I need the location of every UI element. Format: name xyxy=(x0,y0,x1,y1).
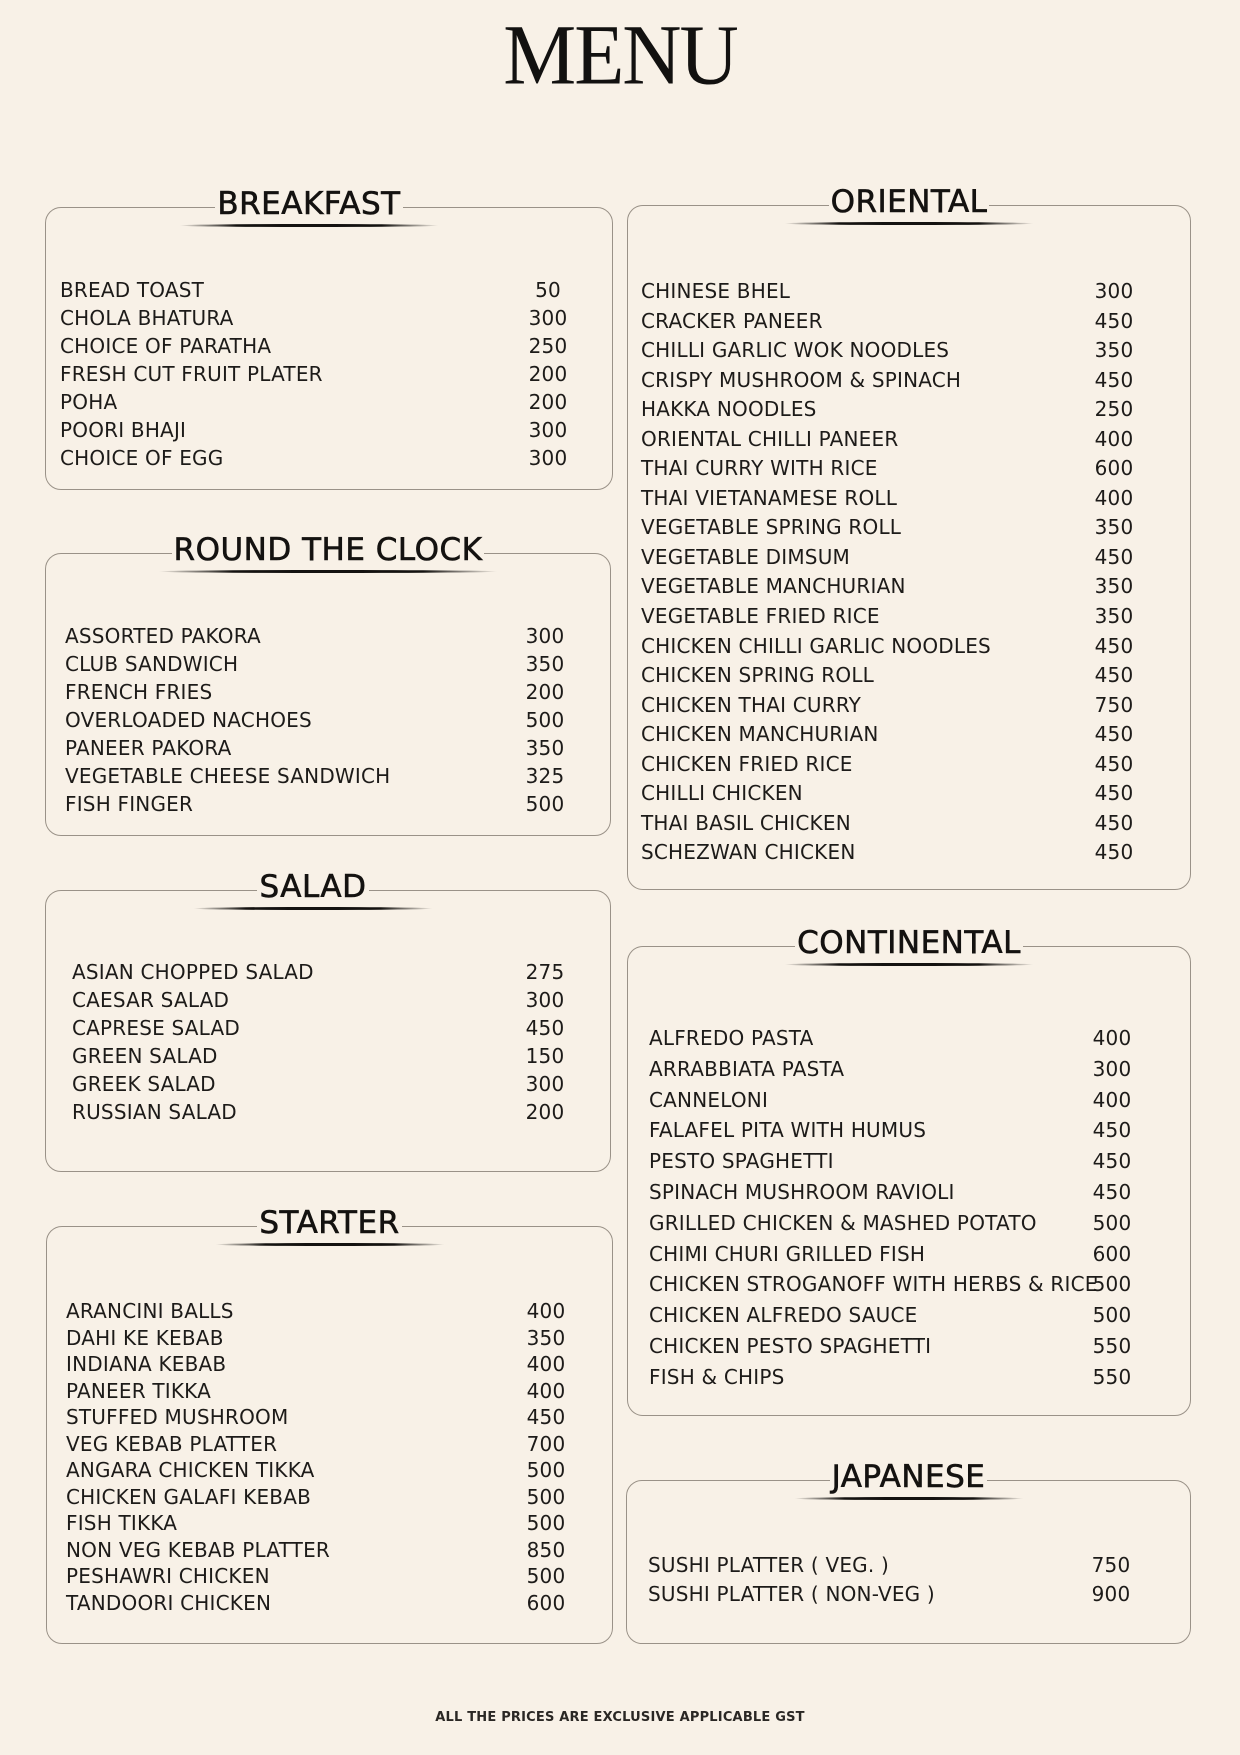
item-name: PESTO SPAGHETTI xyxy=(649,1149,834,1174)
section-salad xyxy=(45,869,611,1172)
item-name: SUSHI PLATTER ( NON-VEG ) xyxy=(648,1582,935,1606)
item-price: 900 xyxy=(1091,1582,1131,1606)
menu-item xyxy=(628,366,1190,396)
item-price: 300 xyxy=(525,988,565,1012)
item-price: 550 xyxy=(1092,1333,1132,1358)
item-name: CAESAR SALAD xyxy=(72,988,230,1012)
item-name: TANDOORI CHICKEN xyxy=(66,1590,272,1615)
menu-item xyxy=(628,1331,1190,1362)
item-name: THAI CURRY WITH RICE xyxy=(641,456,878,481)
menu-item xyxy=(47,1325,612,1352)
menu-item xyxy=(46,276,612,304)
menu-item xyxy=(46,416,612,444)
item-price: 600 xyxy=(1094,456,1134,481)
section-heading: ORIENTAL xyxy=(830,184,988,220)
item-price: 450 xyxy=(1094,663,1134,688)
menu-item xyxy=(47,1298,612,1325)
section-round-the-clock xyxy=(45,532,611,836)
item-name: FISH FINGER xyxy=(65,792,194,816)
menu-item xyxy=(46,1042,610,1070)
item-price: 450 xyxy=(1094,308,1134,333)
item-name: CHICKEN GALAFI KEBAB xyxy=(66,1484,312,1509)
menu-item xyxy=(628,454,1190,484)
menu-item xyxy=(46,790,610,818)
item-name: HAKKA NOODLES xyxy=(641,397,817,422)
item-list xyxy=(46,276,612,472)
menu-item xyxy=(47,1510,612,1537)
item-name: NON VEG KEBAB PLATTER xyxy=(66,1537,331,1562)
item-name: SPINACH MUSHROOM RAVIOLI xyxy=(649,1179,955,1204)
item-name: CHICKEN THAI CURRY xyxy=(641,692,862,717)
menu-item xyxy=(628,691,1190,721)
item-price: 450 xyxy=(1094,810,1134,835)
item-name: ARRABBIATA PASTA xyxy=(649,1056,845,1081)
item-name: CHICKEN ALFREDO SAUCE xyxy=(649,1303,918,1328)
item-name: CHICKEN CHILLI GARLIC NOODLES xyxy=(641,633,991,658)
item-price: 350 xyxy=(1094,574,1134,599)
menu-item xyxy=(46,622,610,650)
item-price: 350 xyxy=(525,652,565,676)
item-name: CHICKEN PESTO SPAGHETTI xyxy=(649,1333,932,1358)
item-name: CHOICE OF PARATHA xyxy=(60,334,272,358)
section-heading: BREAKFAST xyxy=(217,186,401,222)
item-name: CHOLA BHATURA xyxy=(60,306,234,330)
item-price: 300 xyxy=(528,418,568,442)
item-name: STUFFED MUSHROOM xyxy=(66,1405,289,1429)
menu-item xyxy=(46,1070,610,1098)
item-name: CHIMI CHURI GRILLED FISH xyxy=(649,1241,926,1266)
item-price: 400 xyxy=(526,1378,566,1403)
item-price: 450 xyxy=(526,1405,566,1429)
item-name: CHICKEN MANCHURIAN xyxy=(641,722,879,747)
menu-item xyxy=(628,336,1190,366)
item-price: 50 xyxy=(535,278,561,302)
menu-item xyxy=(628,513,1190,543)
item-price: 450 xyxy=(1094,367,1134,392)
item-name: CHILLI CHICKEN xyxy=(641,781,803,806)
heading-flourish xyxy=(179,224,439,227)
item-price: 400 xyxy=(1092,1026,1132,1050)
item-price: 300 xyxy=(528,446,568,470)
menu-title: MENU xyxy=(503,6,737,103)
menu-item xyxy=(46,650,610,678)
item-name: VEGETABLE SPRING ROLL xyxy=(641,515,902,540)
item-price: 350 xyxy=(526,1325,566,1350)
heading-flourish xyxy=(784,963,1034,966)
menu-item xyxy=(628,1085,1190,1116)
item-price: 500 xyxy=(526,1458,566,1482)
item-price: 350 xyxy=(525,736,565,760)
item-price: 450 xyxy=(1094,722,1134,747)
menu-item xyxy=(46,444,612,472)
item-name: GREEN SALAD xyxy=(72,1044,218,1068)
item-price: 300 xyxy=(525,624,565,648)
item-price: 150 xyxy=(525,1044,565,1068)
menu-item xyxy=(47,1404,612,1431)
item-name: DAHI KE KEBAB xyxy=(66,1325,224,1350)
item-price: 750 xyxy=(1091,1553,1131,1577)
item-price: 600 xyxy=(1092,1241,1132,1266)
item-name: POHA xyxy=(60,390,118,414)
item-price: 200 xyxy=(528,362,568,386)
item-list xyxy=(627,1551,1190,1609)
item-price: 325 xyxy=(525,764,565,788)
item-list xyxy=(46,958,610,1126)
menu-item xyxy=(46,986,610,1014)
item-price: 500 xyxy=(525,708,565,732)
menu-item xyxy=(628,1239,1190,1270)
section-starter xyxy=(46,1205,613,1644)
item-price: 500 xyxy=(1092,1272,1132,1297)
item-price: 250 xyxy=(1094,397,1134,422)
menu-item xyxy=(628,720,1190,750)
menu-item xyxy=(628,572,1190,602)
item-name: THAI VIETANAMESE ROLL xyxy=(641,485,898,510)
item-price: 300 xyxy=(528,306,568,330)
item-name: RUSSIAN SALAD xyxy=(72,1100,237,1124)
item-name: OVERLOADED NACHOES xyxy=(65,708,312,732)
item-price: 300 xyxy=(1092,1056,1132,1081)
item-name: CLUB SANDWICH xyxy=(65,652,239,676)
menu-item xyxy=(628,1300,1190,1331)
menu-item xyxy=(628,750,1190,780)
item-price: 450 xyxy=(1094,633,1134,658)
item-price: 500 xyxy=(1092,1303,1132,1328)
item-name: CRACKER PANEER xyxy=(641,308,823,333)
item-name: CRISPY MUSHROOM & SPINACH xyxy=(641,367,962,392)
item-name: CHILLI GARLIC WOK NOODLES xyxy=(641,338,950,363)
menu-item xyxy=(46,1098,610,1126)
menu-item xyxy=(628,307,1190,337)
item-price: 275 xyxy=(525,960,565,984)
item-name: GRILLED CHICKEN & MASHED POTATO xyxy=(649,1210,1037,1235)
item-name: PANEER PAKORA xyxy=(65,736,232,760)
item-name: INDIANA KEBAB xyxy=(66,1352,227,1376)
menu-item xyxy=(628,632,1190,662)
menu-item xyxy=(628,484,1190,514)
menu-item xyxy=(47,1351,612,1378)
menu-item xyxy=(628,425,1190,455)
item-price: 450 xyxy=(1092,1118,1132,1143)
item-price: 500 xyxy=(1092,1210,1132,1235)
menu-item xyxy=(47,1457,612,1484)
item-list xyxy=(628,277,1190,868)
item-name: VEG KEBAB PLATTER xyxy=(66,1431,278,1456)
item-price: 400 xyxy=(1094,426,1134,451)
item-price: 550 xyxy=(1092,1364,1132,1389)
menu-item xyxy=(47,1431,612,1458)
section-japanese xyxy=(626,1459,1191,1644)
item-name: THAI BASIL CHICKEN xyxy=(641,810,851,835)
menu-item xyxy=(46,762,610,790)
item-name: POORI BHAJI xyxy=(60,418,187,442)
item-price: 450 xyxy=(1094,751,1134,776)
heading-flourish xyxy=(794,1497,1024,1500)
menu-item xyxy=(628,543,1190,573)
item-price: 600 xyxy=(526,1590,566,1615)
item-name: ALFREDO PASTA xyxy=(649,1026,814,1050)
item-price: 450 xyxy=(1092,1179,1132,1204)
item-price: 300 xyxy=(1094,279,1134,303)
item-price: 200 xyxy=(525,1100,565,1124)
item-list xyxy=(628,1023,1190,1393)
menu-item xyxy=(46,388,612,416)
item-price: 450 xyxy=(1094,781,1134,806)
menu-item xyxy=(628,1054,1190,1085)
item-price: 400 xyxy=(526,1352,566,1376)
menu-item xyxy=(46,734,610,762)
item-name: PANEER TIKKA xyxy=(66,1378,212,1403)
heading-flourish xyxy=(193,907,433,910)
menu-item xyxy=(46,304,612,332)
menu-item xyxy=(627,1551,1190,1580)
item-name: BREAD TOAST xyxy=(60,278,205,302)
menu-item xyxy=(46,958,610,986)
item-price: 350 xyxy=(1094,338,1134,363)
item-name: ASIAN CHOPPED SALAD xyxy=(72,960,314,984)
menu-item xyxy=(46,678,610,706)
item-name: CHINESE BHEL xyxy=(641,279,791,303)
menu-item xyxy=(46,332,612,360)
heading-flourish xyxy=(158,570,498,573)
item-name: SCHEZWAN CHICKEN xyxy=(641,840,856,865)
item-price: 500 xyxy=(526,1511,566,1535)
item-name: VEGETABLE FRIED RICE xyxy=(641,604,880,629)
item-name: CANNELONI xyxy=(649,1087,769,1112)
item-name: CHICKEN SPRING ROLL xyxy=(641,663,875,688)
menu-item xyxy=(628,1023,1190,1054)
item-name: FISH TIKKA xyxy=(66,1511,178,1535)
menu-item xyxy=(628,602,1190,632)
menu-item xyxy=(628,1269,1190,1300)
item-price: 750 xyxy=(1094,692,1134,717)
menu-item xyxy=(46,360,612,388)
item-name: FISH & CHIPS xyxy=(649,1364,785,1389)
item-name: ORIENTAL CHILLI PANEER xyxy=(641,426,899,451)
menu-item xyxy=(628,1208,1190,1239)
item-name: ANGARA CHICKEN TIKKA xyxy=(66,1458,315,1482)
item-price: 850 xyxy=(526,1537,566,1562)
menu-item xyxy=(628,1177,1190,1208)
menu-item xyxy=(46,1014,610,1042)
menu-item xyxy=(47,1563,612,1590)
item-name: CHICKEN STROGANOFF WITH HERBS & RICE xyxy=(649,1272,1098,1297)
menu-item xyxy=(627,1580,1190,1609)
item-name: FRESH CUT FRUIT PLATER xyxy=(60,362,323,386)
section-breakfast xyxy=(45,186,613,490)
item-price: 350 xyxy=(1094,604,1134,629)
section-heading: ROUND THE CLOCK xyxy=(173,532,483,568)
menu-item xyxy=(628,1115,1190,1146)
heading-flourish xyxy=(215,1243,445,1246)
menu-item xyxy=(47,1537,612,1564)
gst-disclaimer: ALL THE PRICES ARE EXCLUSIVE APPLICABLE GST xyxy=(435,1710,805,1725)
item-price: 400 xyxy=(526,1299,566,1323)
section-heading: CONTINENTAL xyxy=(797,925,1021,961)
menu-item xyxy=(628,1146,1190,1177)
menu-item xyxy=(47,1590,612,1617)
menu-item xyxy=(628,395,1190,425)
item-name: FRENCH FRIES xyxy=(65,680,213,704)
item-price: 400 xyxy=(1094,485,1134,510)
item-name: VEGETABLE DIMSUM xyxy=(641,544,851,569)
menu-item xyxy=(628,809,1190,839)
item-price: 200 xyxy=(525,680,565,704)
item-price: 450 xyxy=(1094,544,1134,569)
menu-item xyxy=(47,1484,612,1511)
item-price: 450 xyxy=(525,1016,565,1040)
item-name: PESHAWRI CHICKEN xyxy=(66,1564,270,1588)
menu-item xyxy=(628,1362,1190,1393)
menu-item xyxy=(628,838,1190,868)
menu-item xyxy=(628,277,1190,307)
item-name: CHOICE OF EGG xyxy=(60,446,224,470)
item-price: 300 xyxy=(525,1072,565,1096)
section-heading: SALAD xyxy=(259,869,367,905)
section-heading: STARTER xyxy=(259,1205,400,1241)
item-name: SUSHI PLATTER ( VEG. ) xyxy=(648,1553,889,1577)
item-name: CAPRESE SALAD xyxy=(72,1016,240,1040)
item-price: 350 xyxy=(1094,515,1134,540)
item-name: VEGETABLE CHEESE SANDWICH xyxy=(65,764,391,788)
item-name: CHICKEN FRIED RICE xyxy=(641,751,853,776)
item-price: 450 xyxy=(1094,840,1134,865)
item-name: VEGETABLE MANCHURIAN xyxy=(641,574,906,599)
section-continental xyxy=(627,925,1191,1416)
menu-item xyxy=(628,661,1190,691)
item-name: GREEK SALAD xyxy=(72,1072,216,1096)
item-price: 500 xyxy=(525,792,565,816)
item-name: ARANCINI BALLS xyxy=(66,1299,234,1323)
section-heading: JAPANESE xyxy=(831,1459,986,1495)
section-oriental xyxy=(627,184,1191,890)
item-list xyxy=(47,1298,612,1616)
menu-item xyxy=(46,706,610,734)
item-list xyxy=(46,622,610,818)
item-price: 200 xyxy=(528,390,568,414)
item-price: 700 xyxy=(526,1431,566,1456)
item-price: 400 xyxy=(1092,1087,1132,1112)
menu-item xyxy=(628,779,1190,809)
heading-flourish xyxy=(784,222,1034,225)
menu-item xyxy=(47,1378,612,1405)
item-price: 500 xyxy=(526,1484,566,1509)
item-name: ASSORTED PAKORA xyxy=(65,624,261,648)
item-price: 250 xyxy=(528,334,568,358)
item-name: FALAFEL PITA WITH HUMUS xyxy=(649,1118,927,1143)
item-price: 500 xyxy=(526,1564,566,1588)
item-price: 450 xyxy=(1092,1149,1132,1174)
